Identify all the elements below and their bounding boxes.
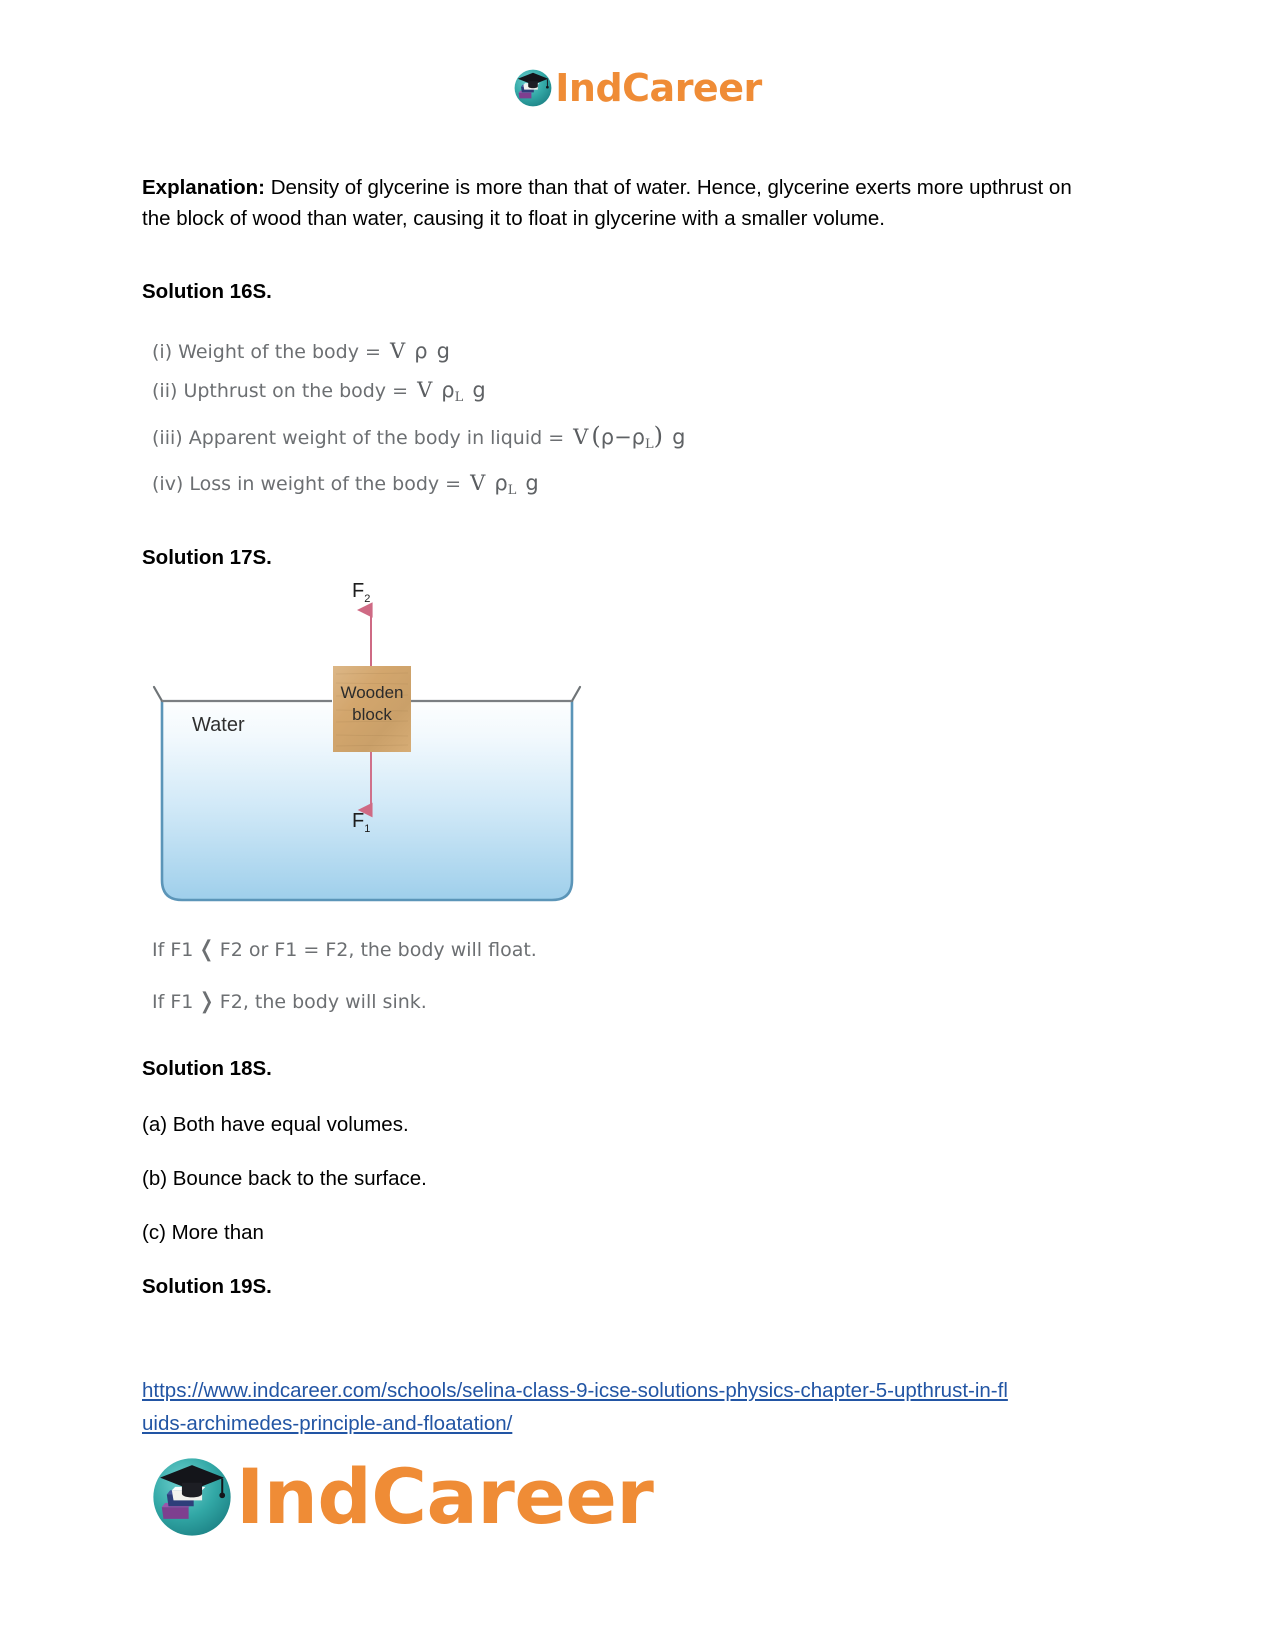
formula-block-16s bbox=[152, 332, 1082, 510]
force-down-label bbox=[352, 810, 370, 835]
source-url-link[interactable] bbox=[142, 1374, 1082, 1440]
floatation-diagram bbox=[152, 570, 592, 915]
formula-iv-marker: (iv) bbox=[152, 473, 184, 495]
wooden-block-label-line2: block bbox=[352, 705, 392, 724]
document-content bbox=[142, 0, 1082, 1440]
formula-i-V: V bbox=[389, 339, 406, 363]
source-url-line1[interactable]: https://www.indcareer.com/schools/selina-class-9-icse-solutions-physics-chapter-5-upthrust-in-fl bbox=[142, 1379, 1008, 1402]
wooden-block-label-line1: Wooden bbox=[340, 683, 404, 702]
force-down-symbol: F bbox=[352, 810, 365, 832]
formula-iv-text: Loss in weight of the body = bbox=[189, 473, 462, 495]
formula-line-iv bbox=[152, 464, 1082, 510]
formula-iv-rho-sub: L bbox=[507, 483, 517, 498]
formula-iv-rho bbox=[494, 471, 517, 498]
condition-float bbox=[152, 935, 1082, 965]
force-up-label bbox=[352, 580, 370, 605]
formula-i-marker: (i) bbox=[152, 341, 173, 363]
formula-iii-V: V bbox=[573, 425, 589, 449]
formula-i-text: Weight of the body = bbox=[178, 341, 381, 363]
less-than-angle-icon: ❬ bbox=[197, 937, 216, 962]
condition-sink-rhs: F2, the body will sink. bbox=[219, 991, 427, 1013]
explanation-label: Explanation: bbox=[142, 176, 266, 199]
formula-iv-V: V bbox=[470, 471, 486, 495]
formula-ii-text: Upthrust on the body = bbox=[183, 380, 409, 402]
formula-line-i bbox=[152, 332, 1082, 371]
brand-name-footer: IndCareer bbox=[236, 1452, 654, 1541]
formula-i-rho: ρ bbox=[414, 339, 428, 363]
formula-iii-rho2-sub: L bbox=[645, 437, 654, 452]
formula-line-ii bbox=[152, 371, 1082, 417]
formula-iv-g: g bbox=[525, 471, 539, 495]
answer-18s-b: (b) Bounce back to the surface. bbox=[142, 1167, 427, 1190]
solution-17s-heading: Solution 17S. bbox=[142, 546, 272, 569]
condition-float-rhs: F2 or F1 = F2, the body will float. bbox=[219, 939, 537, 961]
footer-logo bbox=[150, 1452, 654, 1541]
condition-float-lhs: If F1 bbox=[152, 939, 194, 961]
condition-sink-lhs: If F1 bbox=[152, 991, 194, 1013]
force-down-subscript: 1 bbox=[364, 823, 371, 835]
solution-19s-heading: Solution 19S. bbox=[142, 1275, 272, 1298]
formula-iii-g: g bbox=[672, 425, 686, 449]
formula-ii-rho bbox=[441, 378, 464, 405]
formula-line-iii bbox=[152, 417, 1082, 464]
answer-18s-c: (c) More than bbox=[142, 1221, 264, 1244]
formula-iv-rho-glyph: ρ bbox=[494, 471, 508, 495]
source-url-line2[interactable]: uids-archimedes-principle-and-floatation/ bbox=[142, 1412, 513, 1435]
formula-ii-V: V bbox=[417, 378, 433, 402]
formula-ii-rho-sub: L bbox=[454, 390, 464, 405]
formula-iii-minus: − bbox=[614, 425, 632, 449]
formula-iii-rho1: ρ bbox=[600, 425, 615, 449]
formula-iii-rho2-glyph: ρ bbox=[631, 425, 646, 449]
solution-16s-heading: Solution 16S. bbox=[142, 280, 272, 303]
graduation-cap-books-icon bbox=[150, 1455, 234, 1539]
formula-iii-text: Apparent weight of the body in liquid = bbox=[188, 427, 565, 449]
explanation-text: Density of glycerine is more than that of water. Hence, glycerine exerts more upthrust on the block of wood than water, causing it to float in glycerine with a smaller volume. bbox=[142, 176, 1072, 230]
formula-iii-open-paren: ( bbox=[591, 422, 601, 450]
condition-sink bbox=[152, 987, 1082, 1017]
force-up-subscript: 2 bbox=[364, 593, 371, 605]
formula-i-g: g bbox=[436, 339, 450, 363]
solution-18s-heading: Solution 18S. bbox=[142, 1057, 272, 1080]
greater-than-angle-icon: ❭ bbox=[197, 989, 216, 1014]
force-up-symbol: F bbox=[352, 580, 365, 602]
formula-iii-marker: (iii) bbox=[152, 427, 183, 449]
brand-logo-footer bbox=[150, 1452, 654, 1541]
formula-ii-marker: (ii) bbox=[152, 380, 178, 402]
formula-ii-g: g bbox=[472, 378, 486, 402]
brand-name: IndCareer bbox=[555, 66, 762, 110]
formula-iii-close-paren: ) bbox=[653, 422, 664, 450]
answer-18s-a: (a) Both have equal volumes. bbox=[142, 1113, 409, 1136]
explanation-paragraph bbox=[142, 172, 1082, 234]
water-label: Water bbox=[192, 714, 245, 736]
formula-iii-rho2 bbox=[631, 425, 654, 452]
wooden-block-label bbox=[333, 682, 411, 726]
formula-ii-rho-glyph: ρ bbox=[441, 378, 455, 402]
